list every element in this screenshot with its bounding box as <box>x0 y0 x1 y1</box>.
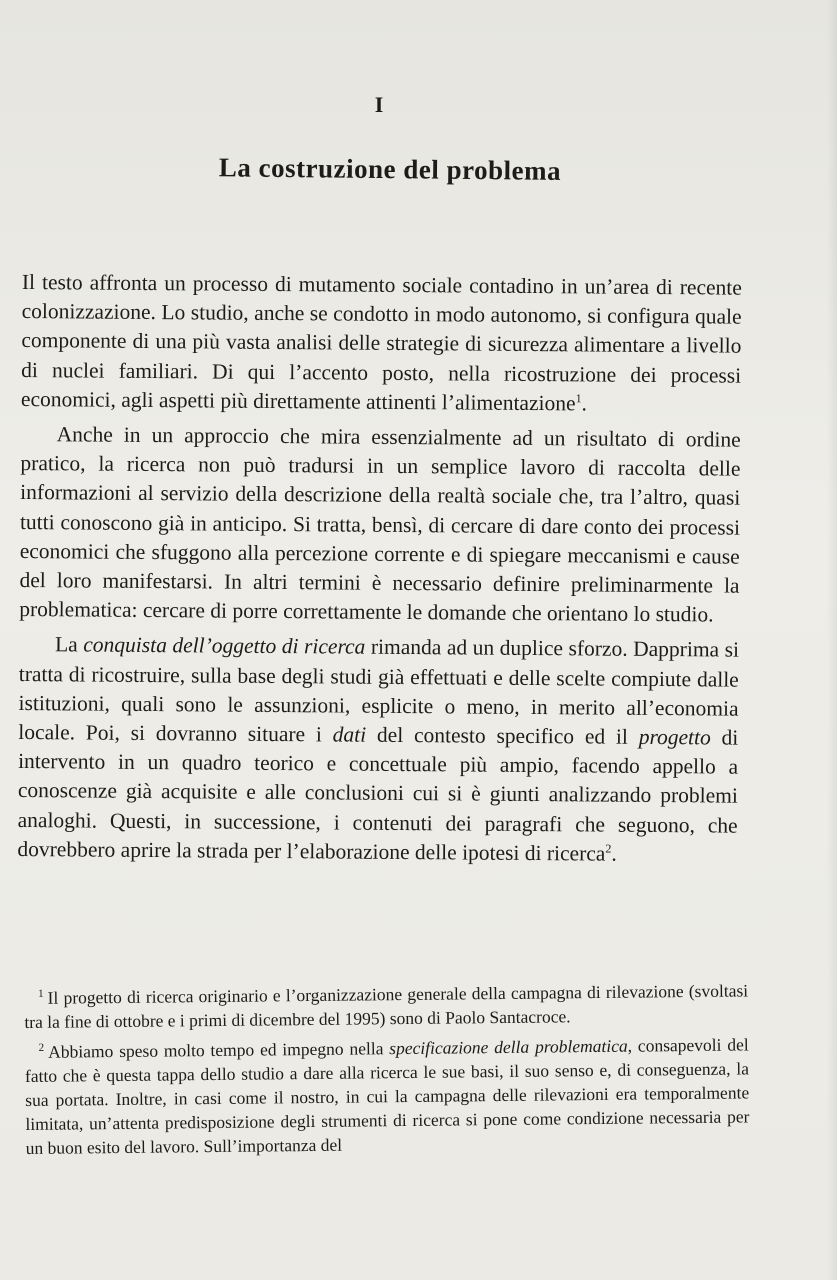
chapter-title: La costruzione del problema <box>218 152 562 186</box>
paragraph-3-text-c: del contesto specifico ed il <box>366 722 639 749</box>
paragraph-3-end: . <box>611 841 617 866</box>
paragraph-3-emphasis-2: dati <box>332 722 367 747</box>
paragraph-3-text-b: rimanda ad un duplice sforzo. Dapprima si tratta di ricostruire, sulla base degli studi già effettuati e delle scelte compiute dalle istituzioni, quali sono le assunzioni, esplicite o meno, in merito all’economia locale. Poi, si dovranno situare i <box>18 635 740 747</box>
paragraph-2: Anche in un approccio che mira essenzialmente ad un risultato di ordine pratico, la ricerca non può tradursi in un semplice lavoro di raccolta delle informazioni al servizio della descrizione della realtà sociale che, tra l’altro, quasi tutti conoscono già in anticipo. Si tratta, bensì, di cercare di dare conto dei processi economici che sfuggono alla percezione corrente e di spiegare meccanismi e cause del loro manifestarsi. In altri termini è necessario definire preliminarmente la problematica: cercare di porre correttamente le domande che orientano lo studio. <box>19 422 741 627</box>
footnote-2-number: 2 <box>38 1041 45 1055</box>
footnote-1 <box>24 978 748 1034</box>
footnote-2-emphasis: specificazione della problematica <box>389 1035 628 1059</box>
footnote-1-text: Il progetto di ricerca originario e l’organizzazione generale della campagna di rilevazione (svoltasi tra la fine di ottobre e i primi di dicembre del 1995) sono di Paolo Santacroce. <box>24 980 749 1032</box>
paragraph-3-text-a: La <box>54 632 84 657</box>
footnote-1-number: 1 <box>38 987 44 1001</box>
footnote-2-text-b: , consapevoli del fatto che è questa tappa dello studio a dare alla ricerca le sue basi, il suo senso e, di conseguenza, la sua portata. Inoltre, in casi come il nostro, in cui la campagna delle rilevazioni era temporalmente limitata, un’attenta predisposizione degli strumenti di ricerca si pone come condizione necessaria per un buon esito del lavoro. Sull’importanza del <box>24 1034 750 1158</box>
chapter-number: I <box>374 92 386 117</box>
paragraph-3-emphasis-3: progetto <box>638 724 711 750</box>
paragraph-1-text: Il testo affronta un processo di mutamento sociale contadino in un’area di recente colonizzazione. Lo studio, anche se condotto in modo autonomo, si configura quale componente di una più vasta analisi delle strategie di sicurezza alimentare a livello di nuclei familiari. Di qui l’accento posto, nella ricostruzione dei processi economici, agli aspetti più direttamente attinenti l’alimentazione <box>20 269 742 416</box>
paragraph-3-text-d: di intervento in un quadro teorico e concettuale più ampio, facendo appello a conoscenze già acquisite e alle conclusioni cui si è giunti analizzando problemi analoghi. Questi, in successione, i contenuti dei paragrafi che seguono, che dovrebbero aprire la strada per l’elaborazione delle ipotesi di ricerca <box>17 725 739 866</box>
footnotes <box>24 978 750 1166</box>
paragraph-1 <box>21 268 742 420</box>
paragraph-3 <box>17 630 739 869</box>
footnote-ref-1: 1 <box>575 391 582 406</box>
footnote-ref-2: 2 <box>605 841 612 856</box>
paragraph-3-emphasis-1: conquista dell’oggetto di ricerca <box>83 632 366 660</box>
paragraph-1-end: . <box>581 391 588 416</box>
footnote-2-text-a: Abbiamo speso molto tempo ed impegno nella <box>48 1038 390 1062</box>
body-text <box>17 268 742 876</box>
footnote-2 <box>25 1032 750 1160</box>
page-edge-shadow <box>827 0 837 1280</box>
